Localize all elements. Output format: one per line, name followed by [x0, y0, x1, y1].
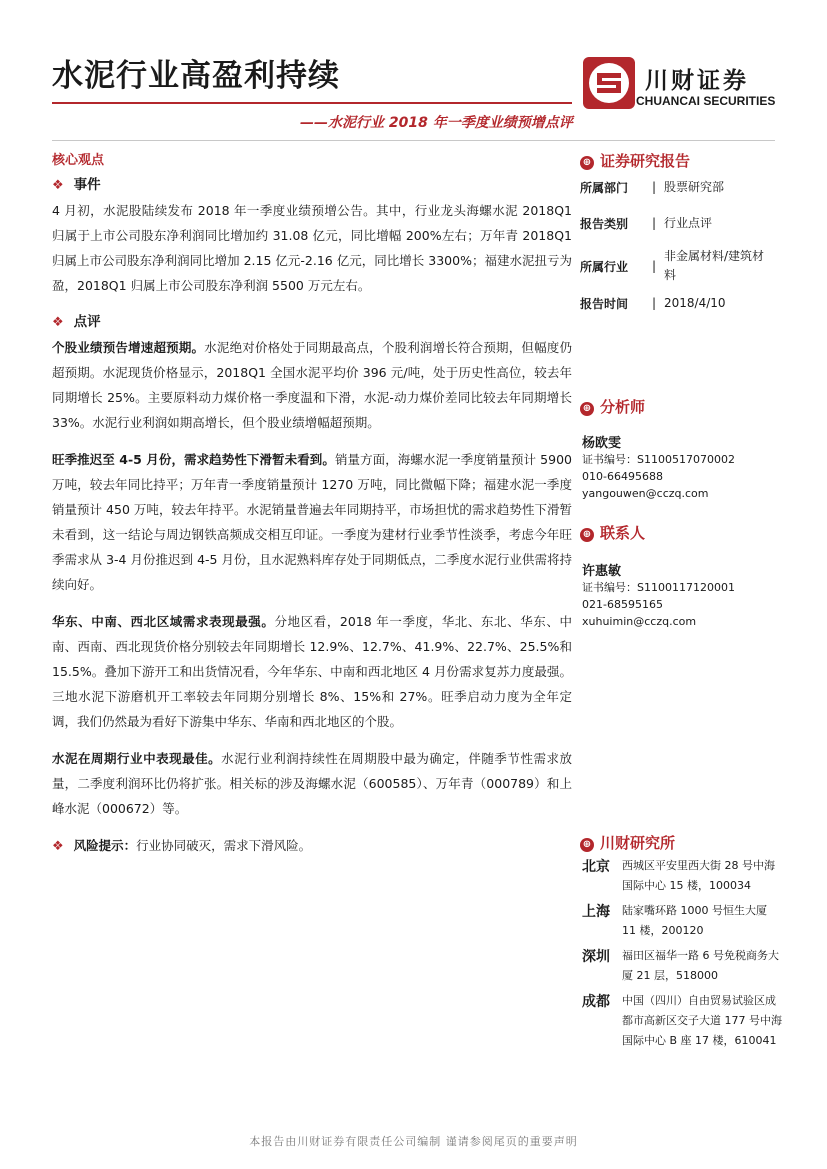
info-value: 行业点评	[664, 215, 713, 230]
comment-paragraph	[52, 609, 572, 734]
office-address: 福田区福华一路 6 号免税商务大厦 21 层，518000	[622, 949, 779, 982]
contact-email[interactable]: xuhuimin@cczq.com	[582, 615, 697, 628]
report-subtitle: ——水泥行业 2018 年一季度业绩预增点评	[300, 115, 573, 131]
info-value: 非金属材料/建筑材料	[664, 249, 765, 282]
info-label: 所属行业	[580, 259, 629, 274]
office-list	[582, 856, 782, 1051]
paragraph-lead: 华东、中南、西北区域需求表现最强。	[52, 614, 275, 629]
paragraph-text: 分地区看，2018 年一季度，华北、东北、华东、中南、西南、西北现货价格分别较去年同期增长 12.9%、12.7%、41.9%、22.7%、25.5%和 15.5%。叠加下游开工和出货情况看，今年华东、中南和西北地区 4 月份需求复苏力度最强。三地水泥下游磨机开工率较去年同期分别增长 8%、15%和 27%。旺季启动力度为全年定调，我们仍然最为看好下游集中华东、华南和西北地区的个股。	[52, 614, 572, 729]
main-column	[52, 148, 572, 859]
contact-heading	[580, 522, 645, 543]
comment-paragraph	[52, 746, 572, 821]
report-title: 水泥行业高盈利持续	[52, 58, 340, 94]
diamond-bullet-icon: ❖	[52, 315, 64, 330]
paragraph-lead: 旺季推迟至 4-5 月份，需求趋势性下滑暂未看到。	[52, 452, 335, 467]
paragraph-lead: 水泥在周期行业中表现最佳。	[52, 751, 222, 766]
paragraph-text: 水泥绝对价格处于同期最高点，个股利润增长符合预期，但幅度仍超预期。水泥现货价格显示，2018Q1 全国水泥平均价 396 元/吨，处于历史性高位，较去年同期增长 25%。主要原料动力煤价格一季度温和下滑，水泥-动力煤价差同比较去年同期增长 33%。水泥行业利润如期高增长，但个股业绩增幅超预期。	[52, 340, 572, 430]
event-heading: 事件	[73, 177, 101, 193]
info-row	[580, 294, 780, 312]
header-divider	[52, 140, 775, 141]
section-marker-icon: ⊕	[580, 156, 594, 170]
office-city: 上海	[582, 904, 610, 920]
office-row	[582, 946, 782, 986]
office-row	[582, 991, 782, 1051]
info-row	[580, 178, 780, 196]
analyst-heading-text: 分析师	[600, 398, 646, 416]
diamond-bullet-icon: ❖	[52, 839, 64, 854]
event-paragraph: 4 月初，水泥股陆续发布 2018 年一季度业绩预增公告。其中，行业龙头海螺水泥 2018Q1 归属于上市公司股东净利润同比增加约 31.08 亿元，同比增幅 200%左右；万年青 2018Q1 归属上市公司股东净利润同比增加 2.15 亿元-2.16 亿元，同比增长 3300%；福建水泥扭亏为盈，2018Q1 归属上市公司股东净利润 5500 万元左右。	[52, 203, 572, 293]
contact-phone: 021-68595165	[582, 598, 663, 611]
info-row	[580, 246, 780, 286]
risk-label: 风险提示：	[73, 838, 137, 853]
office-city: 深圳	[582, 949, 610, 965]
info-label: 报告类别	[580, 216, 629, 231]
info-value: 股票研究部	[664, 179, 725, 194]
paragraph-lead: 个股业绩预告增速超预期。	[52, 340, 205, 355]
comment-paragraph	[52, 447, 572, 597]
event-heading-row	[52, 173, 572, 198]
section-marker-icon: ⊕	[580, 528, 594, 542]
risk-row	[52, 833, 572, 859]
info-separator: |	[652, 180, 657, 194]
analyst-email[interactable]: yangouwen@cczq.com	[582, 487, 709, 500]
diamond-bullet-icon: ❖	[52, 178, 64, 193]
report-heading-text: 证券研究报告	[600, 152, 691, 170]
info-label: 所属部门	[580, 180, 629, 195]
contact-block	[582, 560, 782, 630]
contact-cert: 证书编号：S1100117120001	[582, 581, 735, 594]
contact-name: 许惠敏	[582, 564, 622, 579]
office-row	[582, 856, 782, 896]
report-info-table	[580, 178, 780, 312]
comment-heading-row	[52, 310, 572, 335]
office-address: 西城区平安里西大街 28 号中海国际中心 15 楼，100034	[622, 859, 775, 892]
page-footer: 本报告由川财证券有限责任公司编制 谨请参阅尾页的重要声明	[249, 1135, 578, 1148]
office-city: 北京	[582, 859, 610, 875]
info-row	[580, 214, 780, 232]
analyst-heading	[580, 396, 645, 417]
office-address: 陆家嘴环路 1000 号恒生大厦 11 楼，200120	[622, 904, 767, 937]
institute-heading	[580, 832, 675, 853]
risk-text: 行业协同破灭，需求下滑风险。	[136, 838, 312, 853]
paragraph-text: 水泥行业利润持续性在周期股中最为确定，伴随季节性需求放量，二季度利润环比仍将扩张。相关标的涉及海螺水泥（600585）、万年青（000789）和上峰水泥（000672）等。	[52, 751, 572, 816]
info-separator: |	[652, 259, 657, 273]
analyst-cert: 证书编号：S1100517070002	[582, 453, 735, 466]
logo-name-cn: 川财证券	[645, 68, 749, 94]
comment-heading: 点评	[73, 314, 101, 330]
contact-heading-text: 联系人	[600, 524, 646, 542]
comment-paragraph	[52, 335, 572, 435]
paragraph-text: 销量方面，海螺水泥一季度销量预计 5900 万吨，较去年同比持平；万年青一季度销量预计 1270 万吨，同比微幅下降；福建水泥一季度销量预计 450 万吨，较去年持平。水泥销量普遍去年同期持平，市场担忧的需求趋势性下滑暂未看到，这一结论与周边钢铁高频成交相互印证。一季度为建材行业季节性淡季，考虑今年旺季需求从 3-4 月份推迟到 4-5 月份，且水泥熟料库存处于同期低点，二季度水泥行业供需将持续向好。	[52, 452, 572, 592]
analyst-name: 杨欧雯	[582, 436, 622, 451]
chuancai-logo-icon	[582, 56, 636, 110]
analyst-phone: 010-66495688	[582, 470, 663, 483]
office-row	[582, 901, 782, 941]
office-city: 成都	[582, 994, 610, 1010]
report-heading	[580, 150, 690, 171]
section-marker-icon: ⊕	[580, 402, 594, 416]
info-separator: |	[652, 296, 657, 310]
info-separator: |	[652, 216, 657, 230]
title-rule	[52, 102, 572, 104]
section-marker-icon: ⊕	[580, 838, 594, 852]
info-label: 报告时间	[580, 296, 629, 311]
office-address: 中国（四川）自由贸易试验区成都市高新区交子大道 177 号中海国际中心 B 座 17 楼，610041	[622, 994, 782, 1047]
institute-heading-text: 川财研究所	[600, 834, 676, 852]
analyst-block	[582, 432, 782, 502]
core-view-heading: 核心观点	[52, 153, 105, 168]
logo-name-en: CHUANCAI SECURITIES	[636, 94, 776, 108]
info-value: 2018/4/10	[664, 295, 726, 310]
